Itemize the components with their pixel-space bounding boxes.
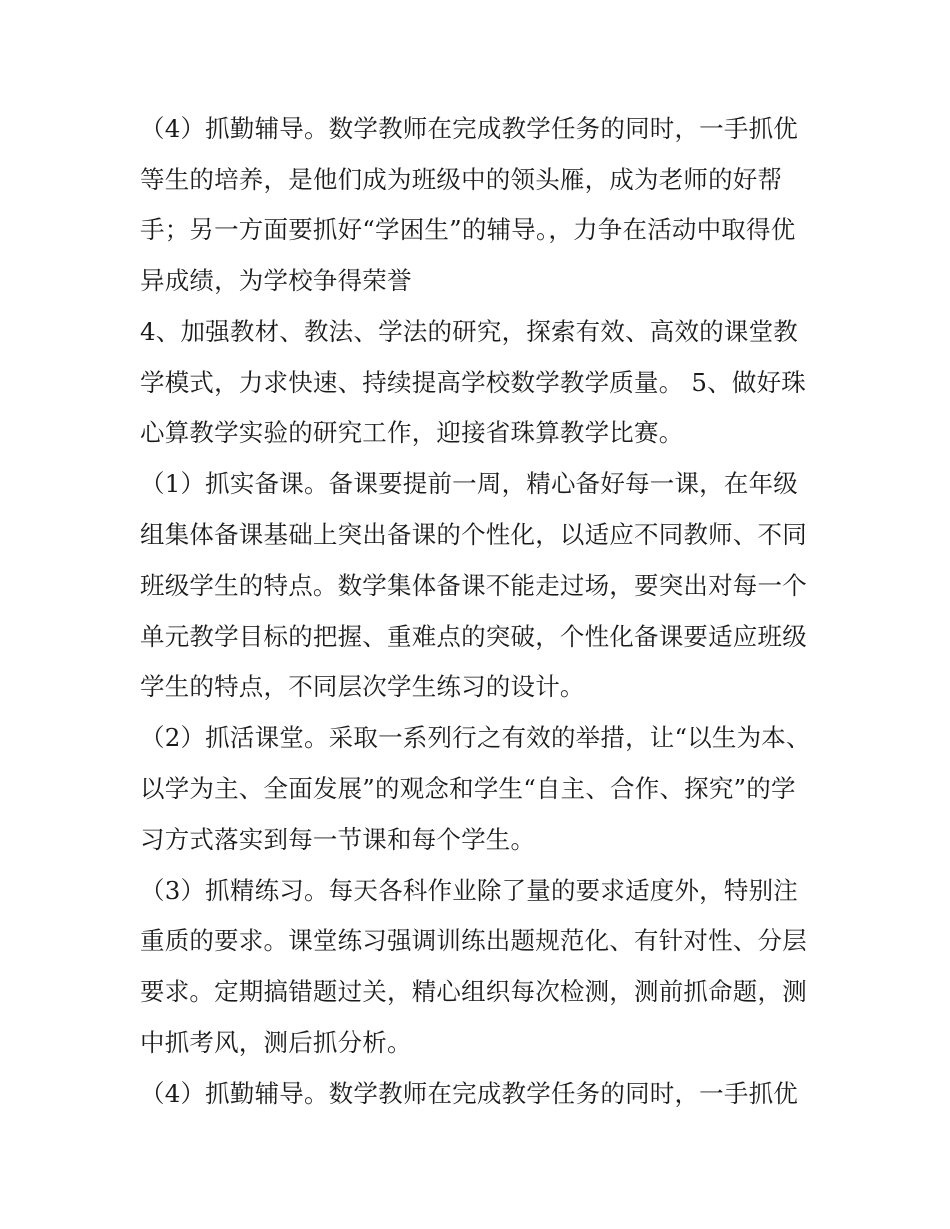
text-line: （2）抓活课堂。采取一系列行之有效的举措，让“以生为本、 [140, 723, 811, 752]
text-line: （4）抓勤辅导。数学教师在完成教学任务的同时，一手抓优 [140, 114, 798, 143]
text-line: 心算教学实验的研究工作，迎接省珠算教学比赛。 [140, 418, 684, 447]
text-line: （4）抓勤辅导。数学教师在完成教学任务的同时，一手抓优 [140, 1079, 798, 1108]
text-line: 学模式，力求快速、持续提高学校数学教学质量。 5、做好珠 [140, 368, 806, 397]
text-line: 中抓考风，测后抓分析。 [140, 1028, 412, 1057]
text-line: 班级学生的特点。数学集体备课不能走过场，要突出对每一个 [140, 571, 807, 600]
text-line: 要求。定期搞错题过关，精心组织每次检测，测前抓命题，测 [140, 977, 807, 1006]
text-line: 等生的培养，是他们成为班级中的领头雁，成为老师的好帮 [140, 165, 783, 194]
text-line: 习方式落实到每一节课和每个学生。 [140, 825, 536, 854]
text-line: （3）抓精练习。每天各科作业除了量的要求适度外，特别注 [140, 876, 798, 905]
text-line: 手；另一方面要抓好“学困生”的辅导。，力争在活动中取得优 [140, 215, 796, 244]
text-line: 学生的特点，不同层次学生练习的设计。 [140, 672, 585, 701]
text-line: 重质的要求。课堂练习强调训练出题规范化、有针对性、分层 [140, 926, 807, 955]
text-line: 单元教学目标的把握、重难点的突破，个性化备课要适应班级 [140, 622, 807, 651]
text-line: 组集体备课基础上突出备课的个性化，以适应不同教师、不同 [140, 520, 807, 549]
text-line: 4、加强教材、教法、学法的研究，探索有效、高效的课堂教 [140, 317, 798, 346]
text-line: （1）抓实备课。备课要提前一周，精心备好每一课，在年级 [140, 469, 798, 498]
text-line: 以学为主、全面发展”的观念和学生“自主、合作、探究”的学 [140, 774, 796, 803]
text-line: 异成绩，为学校争得荣誉 [140, 266, 412, 295]
